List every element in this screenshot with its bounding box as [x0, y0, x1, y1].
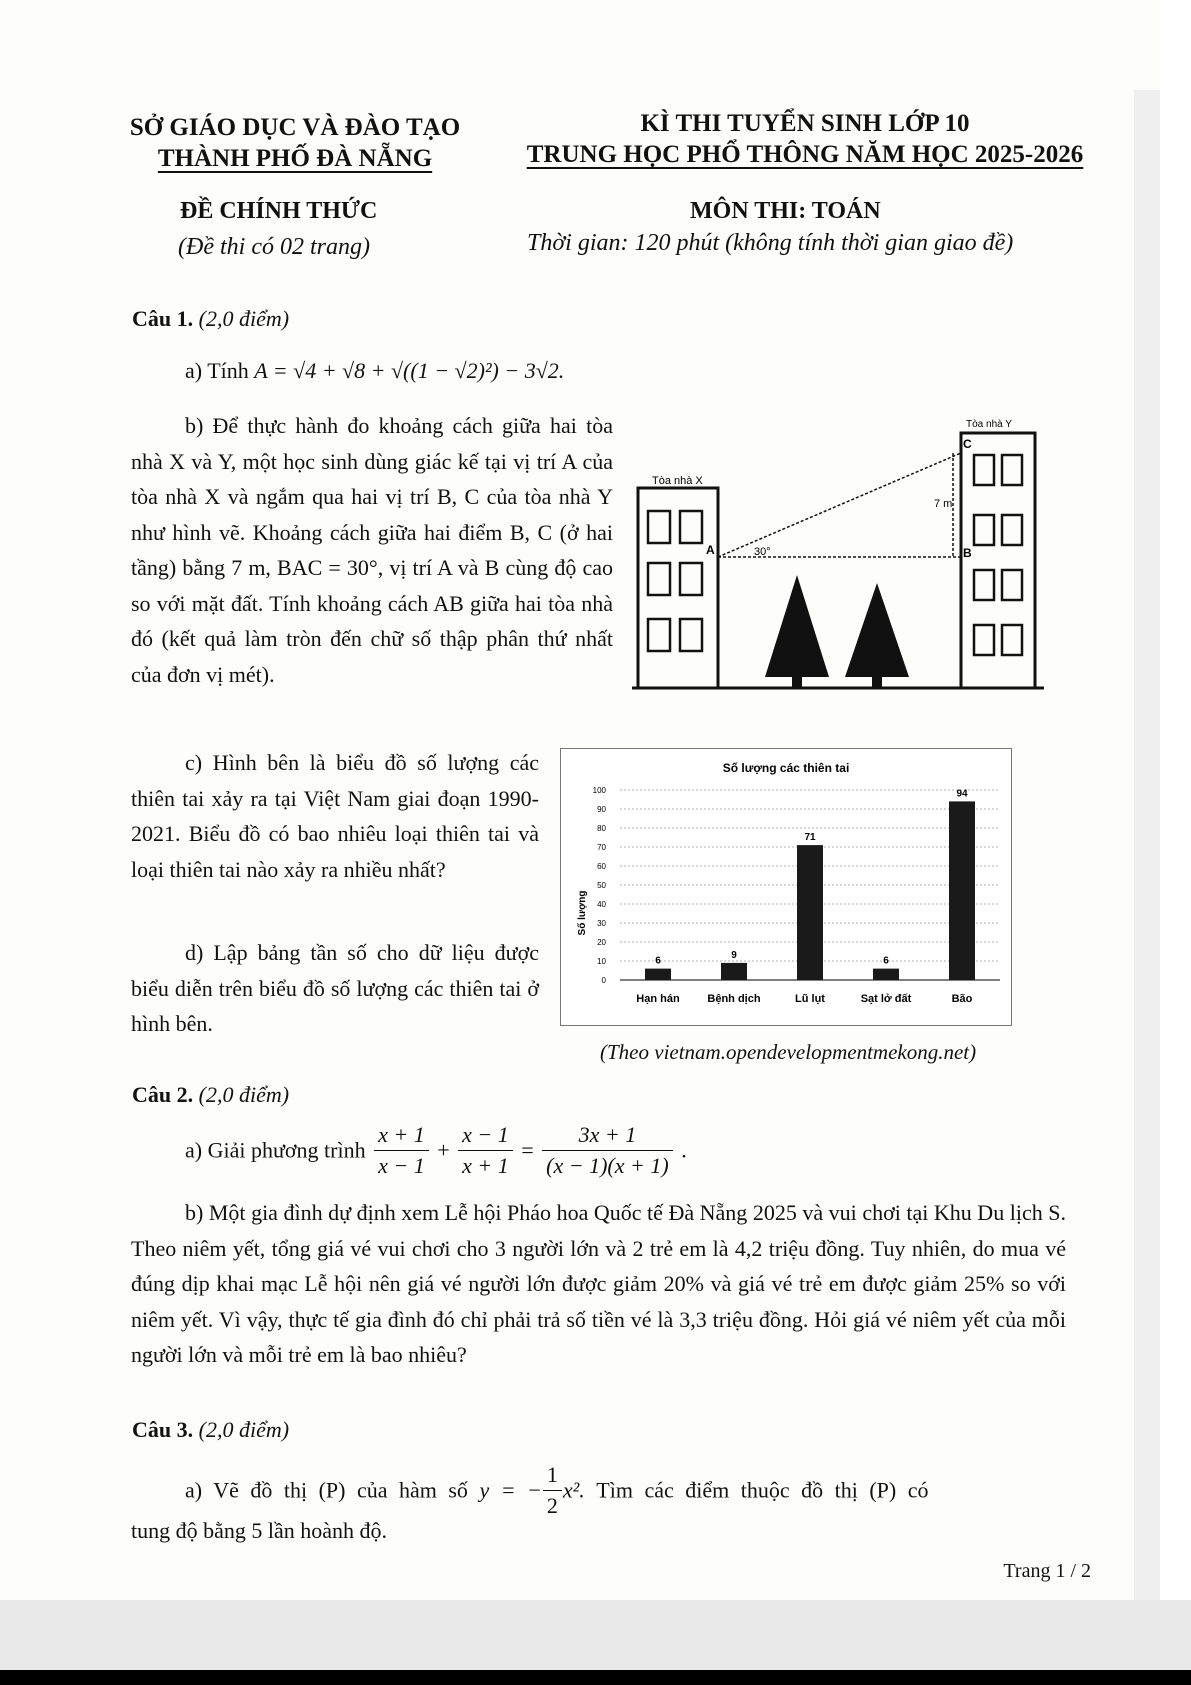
header-left: [105, 112, 485, 174]
bar: [949, 801, 975, 980]
y-tick-label: 20: [597, 938, 606, 947]
q1a: a) Tính A = √4 + √8 + √((1 − √2)²) − 3√2.: [185, 358, 565, 383]
official-label: ĐỀ CHÍNH THỨC: [180, 198, 378, 224]
data-label: 6: [883, 955, 889, 967]
q1d-text: d) Lập bảng tần số cho dữ liệu được biểu diễn trên biểu đồ số lượng các thiên tai ở hình bên.: [131, 940, 539, 1036]
bar: [645, 969, 671, 980]
y-tick-label: 100: [592, 786, 606, 795]
building-x-windows: [648, 511, 702, 651]
y-tick-label: 90: [597, 805, 606, 814]
bar: [721, 963, 747, 980]
q3-heading: Câu 3. (2,0 điểm): [132, 1417, 290, 1442]
buildings-figure: [632, 415, 1044, 693]
x-tick-label: Bão: [951, 993, 973, 1005]
angle-label: 30°: [754, 546, 771, 558]
x-tick-label: Lũ lụt: [795, 993, 825, 1005]
point-a-label: A: [706, 543, 715, 557]
building-y-label: Tòa nhà Y: [966, 419, 1012, 430]
subject-title: MÔN THI: TOÁN: [690, 198, 881, 224]
fraction-3: $\frac{3x + 1}{(x - 1)(x + 1)}$: [542, 1120, 673, 1181]
point-b-label: B: [963, 546, 972, 560]
building-y: [961, 433, 1035, 688]
bottom-margin: [0, 1600, 1191, 1685]
data-label: 71: [804, 832, 816, 844]
pages-note: (Đề thi có 02 trang): [178, 234, 370, 260]
trees: [765, 575, 909, 688]
disaster-bar-chart: [560, 748, 1012, 1026]
q2b-text: b) Một gia đình dự định xem Lễ hội Pháo hoa Quốc tế Đà Nẵng 2025 và vui chơi tại Khu Du lịch S. Theo niêm yết, tổng giá vé vui chơi cho 3 người lớn và 2 trẻ em là 4,2 triệu đồng. Tuy nhiên, do mua vé đúng dịp khai mạc Lễ hội nên giá vé người lớn được giảm 20% và giá vé trẻ em được giảm 25% so với niêm yết. Vì vậy, thực tế gia đình đó chỉ phải trả số tiền vé là 3,3 triệu đồng. Hỏi giá vé niêm yết của mỗi người lớn và mỗi trẻ em là bao nhiêu?: [131, 1200, 1066, 1367]
data-label: 6: [655, 955, 661, 967]
q2-heading: Câu 2. (2,0 điểm): [132, 1082, 290, 1107]
building-x-label: Tòa nhà X: [652, 475, 703, 487]
y-axis-label: Số lượng: [577, 890, 588, 936]
fraction-2: $\frac{x - 1}{x + 1}$: [458, 1120, 513, 1181]
x-tick-label: Hạn hán: [636, 993, 680, 1005]
city-name: THÀNH PHỐ ĐÀ NẴNG: [157, 145, 433, 172]
q3a-line2: tung độ bằng 5 lần hoành độ.: [131, 1518, 388, 1543]
line-ac: [718, 453, 961, 557]
q1c-text: c) Hình bên là biểu đồ số lượng các thiên tai xảy ra tại Việt Nam giai đoạn 1990-2021. Biểu đồ có bao nhiêu loại thiên tai và loại thiên tai nào xảy ra nhiều nhất?: [131, 750, 539, 882]
bar: [797, 845, 823, 980]
header-right: [490, 108, 1120, 170]
page-number: Trang 1 / 2: [1003, 1560, 1091, 1582]
y-tick-label: 50: [597, 881, 606, 890]
point-c-label: C: [963, 437, 972, 451]
q1-heading: Câu 1. (2,0 điểm): [132, 306, 290, 331]
y-tick-label: 80: [597, 824, 606, 833]
time-note: Thời gian: 120 phút (không tính thời gian giao đề): [527, 230, 1014, 256]
distance-label: 7 m: [934, 498, 953, 510]
page-edge-shadow: [1134, 90, 1160, 1600]
q1a-expression: A = √4 + √8 + √((1 − √2)²) − 3√2.: [254, 358, 565, 383]
x-tick-label: Sạt lở đất: [860, 993, 912, 1005]
building-x: [638, 488, 718, 688]
bar: [873, 969, 899, 980]
exam-name: KÌ THI TUYỂN SINH LỚP 10: [640, 110, 970, 137]
y-tick-label: 0: [601, 976, 606, 985]
q1b-text: b) Để thực hành đo khoảng cách giữa hai tòa nhà X và Y, một học sinh dùng giác kế tại vị trí A của tòa nhà X và ngắm qua hai vị trí B, C của tòa nhà Y như hình vẽ. Khoảng cách giữa hai điểm B, C (ở hai tầng) bằng 7 m, BAC = 30°, vị trí A và B cùng độ cao so với mặt đất. Tính khoảng cách AB giữa hai tòa nhà đó (kết quả làm tròn đến chữ số thập phân thứ nhất của đơn vị mét).: [131, 413, 613, 687]
y-tick-label: 70: [597, 843, 606, 852]
q2a: a) Giải phương trình $\frac{x + 1}{x - 1}$ + $\frac{x - 1}{x + 1}$ = $\frac{3x + 1}{(x - 1)(x + 1)}$ .: [185, 1120, 687, 1181]
department-name: SỞ GIÁO DỤC VÀ ĐÀO TẠO: [129, 114, 461, 141]
exam-year: TRUNG HỌC PHỔ THÔNG NĂM HỌC 2025-2026: [526, 141, 1084, 168]
y-tick-label: 60: [597, 862, 606, 871]
fraction-1: $\frac{x + 1}{x - 1}$: [374, 1120, 429, 1181]
chart-source: (Theo vietnam.opendevelopmentmekong.net): [600, 1040, 977, 1064]
x-tick-label: Bệnh dịch: [707, 993, 761, 1005]
y-tick-label: 30: [597, 919, 606, 928]
data-label: 9: [731, 949, 737, 961]
chart-title: Số lượng các thiên tai: [722, 761, 850, 775]
y-tick-label: 40: [597, 900, 606, 909]
q3a: a) Vẽ đồ thị (P) của hàm số y = − $\frac{1}{2}$ x². Tìm các điểm thuộc đồ thị (P) có: [185, 1462, 929, 1518]
y-tick-label: 10: [597, 957, 606, 966]
data-label: 94: [956, 788, 968, 800]
building-y-windows: [974, 455, 1022, 655]
